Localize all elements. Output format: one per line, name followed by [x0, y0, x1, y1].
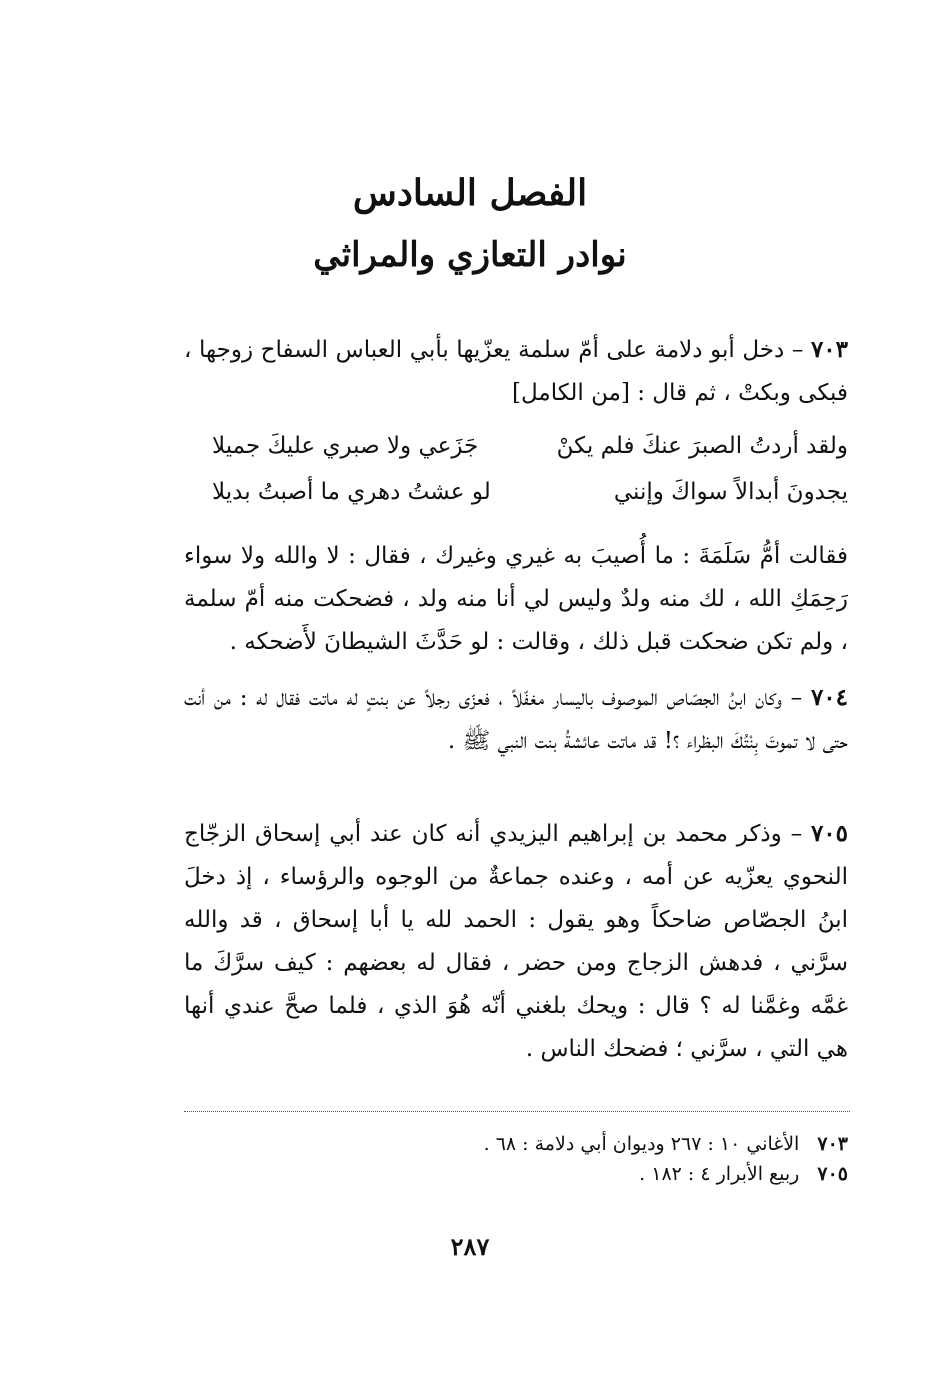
verse-second-hemistich: لو عشتُ دهري ما أصبتُ بديلا — [212, 479, 491, 505]
chapter-title: الفصل السادس — [352, 172, 588, 214]
chapter-subtitle: نوادر التعازي والمراثي — [313, 235, 627, 275]
entry-number: ٧٠٣ — [810, 336, 849, 363]
entry-703 — [184, 328, 848, 415]
poem-verse — [184, 424, 848, 468]
poem-verse — [184, 470, 848, 514]
entry-705 — [184, 812, 848, 1071]
entry-704 — [184, 676, 848, 763]
footnote-ref: ٧٠٣ — [817, 1133, 848, 1155]
footnote — [184, 1160, 848, 1188]
reply-paragraph: فقالت أمُّ سَلَمَةَ : ما أُصيبَ به غيري وغيرك ، فقال : لا والله ولا سواء رَحِمَكِ الله ، لك منه ولدٌ وليس لي أنا منه ولد ، فضحكت منه أمّ سلمة ، ولم تكن ضحكت قبل ذلك ، وقالت : لو حَدَّثَ الشيطانَ لأَضحكه . — [184, 543, 848, 655]
footnote-divider — [184, 1111, 850, 1112]
footnote-text: ربيع الأبرار ٤ : ١٨٢ . — [639, 1163, 800, 1185]
entry-text: – دخل أبو دلامة على أمّ سلمة يعزّيها بأبي العباس السفاح زوجها ، فبكى وبكتْ ، ثم قال : [من الكامل] — [184, 337, 848, 406]
page-number: ٢٨٧ — [450, 1232, 490, 1261]
verse-second-hemistich: جَزَعي ولا صبري عليكَ جميلا — [212, 433, 479, 459]
verse-first-hemistich: ولقد أردتُ الصبرَ عنكَ فلم يكنْ — [556, 433, 848, 459]
footnote-text: الأغاني ١٠ : ٢٦٧ وديوان أبي دلامة : ٦٨ . — [483, 1133, 800, 1155]
footnote-ref: ٧٠٥ — [817, 1163, 848, 1185]
footnote — [184, 1130, 848, 1158]
entry-number: ٧٠٥ — [810, 820, 848, 847]
entry-text: – وكان ابنُ الجصّاص الموصوف باليسار مغفّلاً ، فعزّى رجلاً عن بنتٍ له ماتت فقال له : من أنت حتى لا تموتَ بِنْتُكَ البظراء ؟! قد ماتت عائشةُ بنت النبي ﷺ . — [184, 685, 848, 754]
verse-first-hemistich: يجدونَ أبدالاً سواكَ وإنني — [613, 479, 848, 505]
entry-number: ٧٠٤ — [810, 684, 848, 711]
entry-text: – وذكر محمد بن إبراهيم اليزيدي أنه كان عند أبي إسحاق الزجّاج النحوي يعزّيه عن أمه ، وعنده جماعةٌ من الوجوه والرؤساء ، إذ دخلَ ابنُ الجصّاص ضاحكاً وهو يقول : الحمد لله يا أبا إسحاق ، قد والله سرَّني ، فدهش الزجاج ومن حضر ، فقال له بعضهم : كيف سرَّكَ ما غمَّه وغمَّنا له ؟ قال : ويحك بلغني أنّه هُوَ الذي ، فلما صحَّ عندي أنها هي التي ، سرَّني ؛ فضحك الناس . — [184, 821, 848, 1062]
